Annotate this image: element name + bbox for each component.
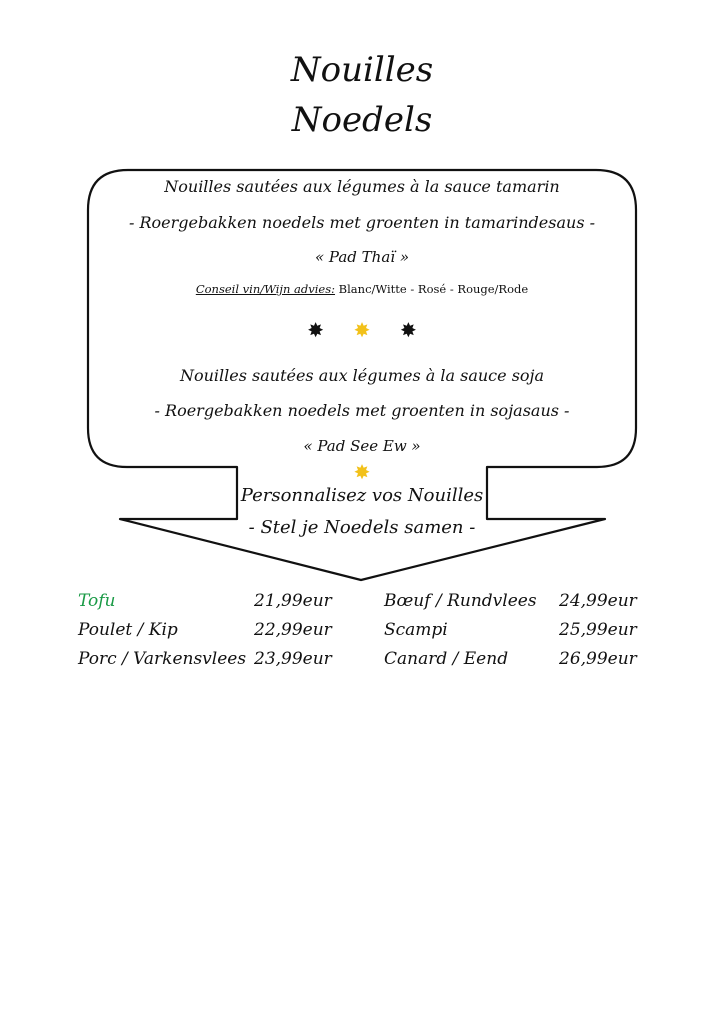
star-icon: ✸: [353, 460, 371, 484]
price-item-name: Porc / Varkensvlees: [78, 649, 247, 669]
price-item-name: Bœuf / Rundvlees: [384, 591, 537, 611]
price-item-value: 22,99eur: [254, 620, 332, 640]
price-item-value: 24,99eur: [559, 591, 637, 611]
customize-title-nl: - Stel je Noedels samen -: [248, 517, 476, 538]
star-icon: ✸: [307, 318, 325, 342]
dish1-alias: « Pad Thaï »: [314, 248, 410, 266]
page-title-fr: Nouilles: [290, 50, 434, 90]
price-item-name: Canard / Eend: [384, 649, 509, 669]
customize-title-fr: Personnalisez vos Nouilles: [240, 485, 484, 506]
wine-advice-label: Conseil vin/Wijn advies:: [195, 282, 336, 296]
price-item-name: Tofu: [78, 591, 116, 611]
star-icon: ✸: [353, 318, 371, 342]
page-title-nl: Noedels: [291, 100, 433, 140]
dish1-name-fr: Nouilles sautées aux légumes à la sauce tamarin: [164, 177, 560, 196]
price-item-value: 26,99eur: [559, 649, 637, 669]
price-item-value: 21,99eur: [254, 591, 332, 611]
price-item-name: Scampi: [384, 620, 448, 640]
dish1-name-nl: - Roergebakken noedels met groenten in tamarindesaus -: [128, 213, 596, 232]
dish2-alias: « Pad See Ew »: [303, 437, 421, 455]
dish2-name-nl: - Roergebakken noedels met groenten in sojasaus -: [154, 401, 570, 420]
wine-advice-values: Blanc/Witte - Rosé - Rouge/Rode: [335, 282, 529, 296]
star-icon: ✸: [399, 318, 417, 342]
star-separator: [0, 318, 724, 342]
wine-advice: [0, 282, 724, 296]
price-item-value: 25,99eur: [559, 620, 637, 640]
dish2-name-fr: Nouilles sautées aux légumes à la sauce soja: [179, 366, 545, 385]
price-item-name: Poulet / Kip: [78, 620, 178, 640]
price-item-value: 23,99eur: [254, 649, 332, 669]
